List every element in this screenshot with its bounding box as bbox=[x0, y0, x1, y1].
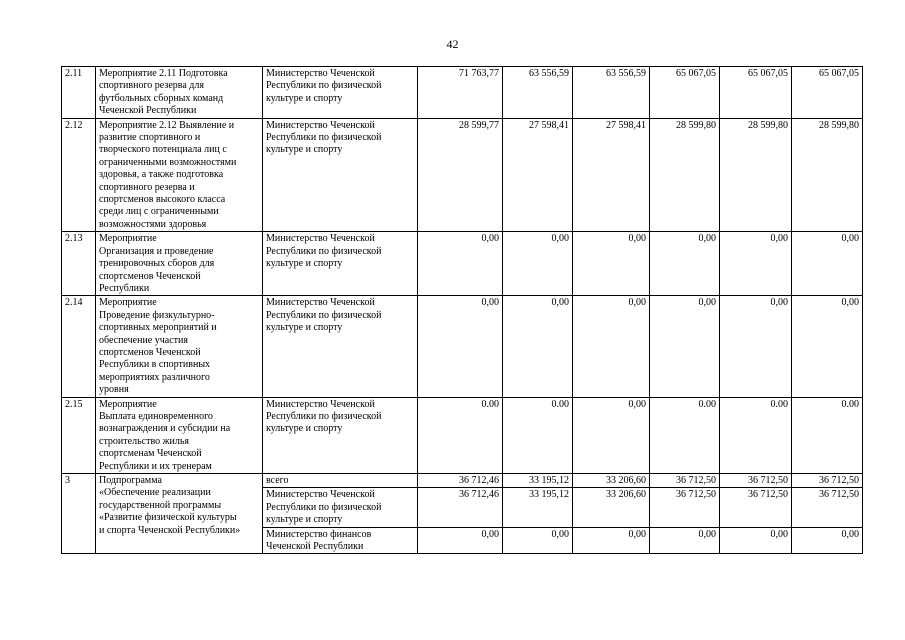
value-cell: 0.00 bbox=[792, 397, 863, 473]
row-code: 2.15 bbox=[62, 397, 96, 473]
row-executor: всего bbox=[263, 474, 418, 488]
value-cell: 0,00 bbox=[503, 296, 573, 397]
value-cell: 27 598,41 bbox=[573, 118, 650, 232]
row-executor: Министерство Чеченской Республики по физической культуре и спорту bbox=[263, 296, 418, 397]
row-executor: Министерство Чеченской Республики по физической культуре и спорту bbox=[263, 67, 418, 119]
value-cell: 0,00 bbox=[573, 232, 650, 296]
row-name: Мероприятие Выплата единовременного вознаграждения и субсидии на строительство жилья спортсменам Чеченской Республики и их тренерам bbox=[96, 397, 263, 473]
value-cell: 0.00 bbox=[418, 397, 503, 473]
value-cell: 0.00 bbox=[720, 397, 792, 473]
value-cell: 0,00 bbox=[418, 296, 503, 397]
value-cell: 36 712,50 bbox=[720, 488, 792, 527]
value-cell: 63 556,59 bbox=[503, 67, 573, 119]
row-code: 2.11 bbox=[62, 67, 96, 119]
value-cell: 28 599,80 bbox=[650, 118, 720, 232]
value-cell: 0.00 bbox=[503, 397, 573, 473]
row-code: 2.12 bbox=[62, 118, 96, 232]
value-cell: 0,00 bbox=[503, 527, 573, 554]
value-cell: 28 599,77 bbox=[418, 118, 503, 232]
value-cell: 0,00 bbox=[720, 232, 792, 296]
row-executor: Министерство Чеченской Республики по физической культуре и спорту bbox=[263, 488, 418, 527]
value-cell: 36 712,50 bbox=[650, 474, 720, 488]
table-row bbox=[62, 296, 863, 397]
value-cell: 0,00 bbox=[720, 527, 792, 554]
row-name: Мероприятие 2.12 Выявление и развитие спортивного и творческого потенциала лиц с ограниченными возможностями здоровья, а также подготовка спортивного резерва и спортсменов высокого класса среди лиц с ограниченными возможностями здоровья bbox=[96, 118, 263, 232]
table-row bbox=[62, 232, 863, 296]
value-cell: 0,00 bbox=[792, 232, 863, 296]
value-cell: 27 598,41 bbox=[503, 118, 573, 232]
value-cell: 28 599,80 bbox=[792, 118, 863, 232]
value-cell: 71 763,77 bbox=[418, 67, 503, 119]
table-row bbox=[62, 118, 863, 232]
value-cell: 33 206,60 bbox=[573, 488, 650, 527]
row-name: Мероприятие 2.11 Подготовка спортивного резерва для футбольных сборных команд Чеченской Республики bbox=[96, 67, 263, 119]
budget-table bbox=[61, 66, 863, 554]
row-name: Мероприятие Организация и проведение тренировочных сборов для спортсменов Чеченской Республики bbox=[96, 232, 263, 296]
value-cell: 65 067,05 bbox=[720, 67, 792, 119]
value-cell: 33 195,12 bbox=[503, 488, 573, 527]
value-cell: 65 067,05 bbox=[792, 67, 863, 119]
value-cell: 0,00 bbox=[650, 296, 720, 397]
row-name: Мероприятие Проведение физкультурно- спортивных мероприятий и обеспечение участия спортсменов Чеченской Республики в спортивных мероприятиях различного уровня bbox=[96, 296, 263, 397]
row-executor: Министерство Чеченской Республики по физической культуре и спорту bbox=[263, 232, 418, 296]
value-cell: 36 712,46 bbox=[418, 474, 503, 488]
value-cell: 0,00 bbox=[650, 232, 720, 296]
value-cell: 0,00 bbox=[792, 296, 863, 397]
row-executor: Министерство Чеченской Республики по физической культуре и спорту bbox=[263, 118, 418, 232]
value-cell: 63 556,59 bbox=[573, 67, 650, 119]
value-cell: 36 712,50 bbox=[792, 488, 863, 527]
value-cell: 0,00 bbox=[573, 397, 650, 473]
value-cell: 0,00 bbox=[720, 296, 792, 397]
value-cell: 36 712,50 bbox=[650, 488, 720, 527]
row-executor: Министерство финансов Чеченской Республики bbox=[263, 527, 418, 554]
value-cell: 0.00 bbox=[650, 397, 720, 473]
value-cell: 36 712,50 bbox=[720, 474, 792, 488]
value-cell: 0,00 bbox=[418, 232, 503, 296]
value-cell: 0,00 bbox=[650, 527, 720, 554]
table-row bbox=[62, 397, 863, 473]
value-cell: 36 712,46 bbox=[418, 488, 503, 527]
page-number: 42 bbox=[446, 37, 459, 51]
value-cell: 0,00 bbox=[418, 527, 503, 554]
value-cell: 0,00 bbox=[792, 527, 863, 554]
value-cell: 65 067,05 bbox=[650, 67, 720, 119]
row-name: Подпрограмма «Обеспечение реализации государственной программы «Развитие физической культуры и спорта Чеченской Республики» bbox=[96, 474, 263, 554]
row-code: 2.14 bbox=[62, 296, 96, 397]
value-cell: 0,00 bbox=[503, 232, 573, 296]
value-cell: 0,00 bbox=[573, 296, 650, 397]
value-cell: 28 599,80 bbox=[720, 118, 792, 232]
value-cell: 0,00 bbox=[573, 527, 650, 554]
value-cell: 36 712,50 bbox=[792, 474, 863, 488]
value-cell: 33 195,12 bbox=[503, 474, 573, 488]
table-row bbox=[62, 67, 863, 119]
value-cell: 33 206,60 bbox=[573, 474, 650, 488]
row-code: 2.13 bbox=[62, 232, 96, 296]
table-row bbox=[62, 474, 863, 488]
row-code: 3 bbox=[62, 474, 96, 554]
row-executor: Министерство Чеченской Республики по физической культуре и спорту bbox=[263, 397, 418, 473]
